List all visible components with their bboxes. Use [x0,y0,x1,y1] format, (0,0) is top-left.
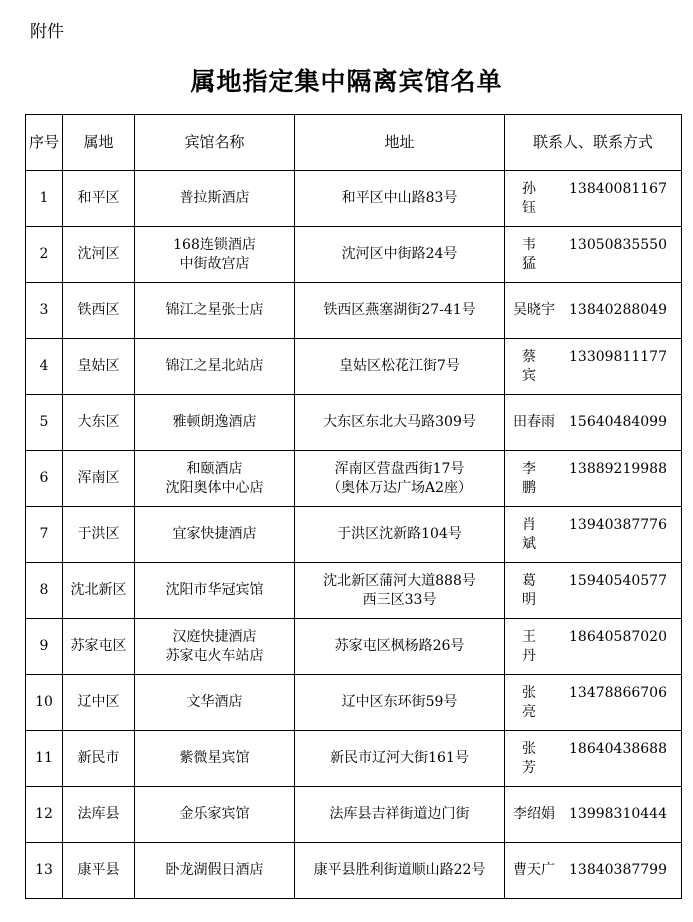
hotel-name-line: 沈阳市华冠宾馆 [165,582,264,598]
row-number: 6 [39,470,49,486]
cell-no [26,227,63,283]
row-number: 9 [39,638,49,654]
hotel-name-line: 紫微星宾馆 [179,750,250,766]
cell-no [26,339,63,395]
cell-hotel [135,675,295,731]
table-row [26,619,682,675]
hotel-name-line: 汉庭快捷酒店 [172,628,257,645]
address-line: 皇姑区松花江街7号 [339,358,460,374]
address-line: 辽中区东环街59号 [341,694,458,710]
address-line: 新民市辽河大街161号 [330,750,469,766]
contact-phone: 13889219988 [569,460,667,477]
address-line: （奥体万达广场A2座） [326,479,473,496]
cell-area [63,787,135,843]
row-number: 4 [39,358,49,374]
contact-person: 李绍娟 [513,806,555,822]
hotel-name-line: 文华酒店 [186,694,243,710]
contact-person: 葛明 [522,572,560,608]
cell-contact [505,283,682,339]
cell-address [295,395,505,451]
cell-hotel [135,283,295,339]
row-number: 11 [35,750,53,766]
hotel-name-line: 雅顿朗逸酒店 [172,414,257,430]
cell-contact [505,787,682,843]
cell-hotel [135,507,295,563]
cell-hotel [135,563,295,619]
row-number: 3 [39,302,49,318]
contact-phone: 15640484099 [569,414,667,430]
row-number: 1 [39,190,49,206]
header-address: 地址 [295,115,505,171]
area: 铁西区 [77,302,120,318]
cell-no [26,675,63,731]
cell-area [63,843,135,899]
table-row [26,283,682,339]
contact-person: 蔡宾 [522,348,560,384]
table-row [26,675,682,731]
document-title: 属地指定集中隔离宾馆名单 [190,67,503,96]
attachment-label: 附件 [30,22,64,42]
area: 康平县 [77,862,120,878]
contact-person: 吴晓宇 [513,302,555,318]
contact-person: 曹天广 [513,862,555,878]
contact-phone: 13940387776 [569,516,667,533]
contact-phone: 13840081167 [569,180,667,197]
cell-address [295,619,505,675]
table-header-row [26,115,682,171]
contact-person: 张芳 [522,740,560,776]
contact-phone: 13840288049 [569,302,667,318]
table-row [26,451,682,507]
table-row [26,563,682,619]
cell-hotel [135,339,295,395]
cell-hotel [135,451,295,507]
cell-address [295,675,505,731]
contact-phone: 13309811177 [569,348,667,365]
contact-phone: 13050835550 [569,236,667,253]
cell-hotel [135,227,295,283]
cell-contact [505,227,682,283]
cell-address [295,283,505,339]
table-row [26,507,682,563]
cell-area [63,675,135,731]
address-line: 沈河区中街路24号 [341,246,458,262]
row-number: 13 [35,862,53,878]
area: 和平区 [77,190,120,206]
hotel-name-line: 沈阳奥体中心店 [165,479,264,496]
cell-area [63,283,135,339]
cell-contact [505,507,682,563]
table-row [26,395,682,451]
cell-contact [505,843,682,899]
contact-phone: 13840387799 [569,862,667,878]
area: 新民市 [77,750,120,766]
cell-area [63,395,135,451]
hotel-name-line: 宜家快捷酒店 [172,526,257,542]
address-line: 于洪区沈新路104号 [337,526,462,542]
contact-person: 张亮 [522,684,560,720]
contact-person: 韦猛 [522,236,560,272]
hotel-name-line: 苏家屯火车站店 [165,647,264,664]
cell-no [26,787,63,843]
row-number: 7 [39,526,49,542]
cell-contact [505,395,682,451]
cell-contact [505,675,682,731]
hotel-name-line: 锦江之星北站店 [165,358,264,374]
hotel-name-line: 普拉斯酒店 [179,190,250,206]
cell-area [63,171,135,227]
cell-area [63,507,135,563]
cell-no [26,619,63,675]
cell-hotel [135,843,295,899]
contact-phone: 13998310444 [569,806,667,822]
contact-phone: 15940540577 [569,572,667,589]
address-line: 苏家屯区枫杨路26号 [334,638,465,654]
address-line: 浑南区营盘西街17号 [334,460,465,477]
address-line: 铁西区燕塞湖街27-41号 [323,302,476,318]
row-number: 2 [39,246,49,262]
cell-address [295,787,505,843]
cell-area [63,731,135,787]
cell-no [26,171,63,227]
cell-address [295,451,505,507]
header-hotel: 宾馆名称 [135,115,295,171]
cell-contact [505,451,682,507]
contact-person: 李鹏 [522,460,560,496]
address-line: 和平区中山路83号 [341,190,458,206]
cell-no [26,451,63,507]
contact-person: 肖斌 [522,516,560,552]
cell-hotel [135,171,295,227]
table-row [26,787,682,843]
area: 大东区 [77,414,120,430]
cell-contact [505,563,682,619]
row-number: 8 [39,582,49,598]
header-no: 序号 [26,115,63,171]
hotel-name-line: 和颐酒店 [186,460,243,477]
row-number: 10 [35,694,53,710]
cell-contact [505,619,682,675]
address-line: 沈北新区蒲河大道888号 [323,572,476,589]
address-line: 大东区东北大马路309号 [323,414,476,430]
area: 辽中区 [77,694,120,710]
area: 浑南区 [77,470,120,486]
cell-hotel [135,395,295,451]
area: 皇姑区 [77,358,120,374]
cell-no [26,563,63,619]
contact-person: 田春雨 [513,414,555,430]
cell-no [26,843,63,899]
table-row [26,339,682,395]
cell-no [26,395,63,451]
contact-person: 孙钰 [522,180,560,216]
cell-hotel [135,619,295,675]
hotel-list-table [25,114,682,899]
cell-address [295,731,505,787]
cell-address [295,843,505,899]
cell-address [295,507,505,563]
area: 沈河区 [77,246,120,262]
area: 沈北新区 [70,582,127,598]
contact-person: 王丹 [522,628,560,664]
cell-area [63,619,135,675]
table-row [26,843,682,899]
hotel-name-line: 锦江之星张士店 [165,302,264,318]
header-area: 属地 [63,115,135,171]
cell-address [295,227,505,283]
contact-phone: 18640438688 [569,740,667,757]
cell-hotel [135,787,295,843]
cell-hotel [135,731,295,787]
area: 法库县 [77,806,120,822]
address-line: 法库县吉祥街道边门街 [329,806,470,822]
hotel-name-line: 168连锁酒店 [173,236,256,253]
cell-contact [505,171,682,227]
header-contact: 联系人、联系方式 [505,115,682,171]
cell-area [63,339,135,395]
cell-address [295,339,505,395]
cell-contact [505,339,682,395]
cell-no [26,507,63,563]
row-number: 5 [39,414,49,430]
address-line: 西三区33号 [362,591,437,608]
cell-no [26,731,63,787]
table-row [26,171,682,227]
cell-contact [505,731,682,787]
cell-no [26,283,63,339]
area: 于洪区 [77,526,120,542]
row-number: 12 [35,806,53,822]
cell-area [63,451,135,507]
address-line: 康平县胜利街道顺山路22号 [313,862,486,878]
cell-address [295,563,505,619]
contact-phone: 18640587020 [569,628,667,645]
table-row [26,731,682,787]
table-row [26,227,682,283]
area: 苏家屯区 [70,638,127,654]
hotel-name-line: 卧龙湖假日酒店 [165,862,264,878]
cell-address [295,171,505,227]
cell-area [63,227,135,283]
hotel-name-line: 中街故宫店 [179,255,250,272]
contact-phone: 13478866706 [569,684,667,701]
hotel-name-line: 金乐家宾馆 [179,806,250,822]
cell-area [63,563,135,619]
